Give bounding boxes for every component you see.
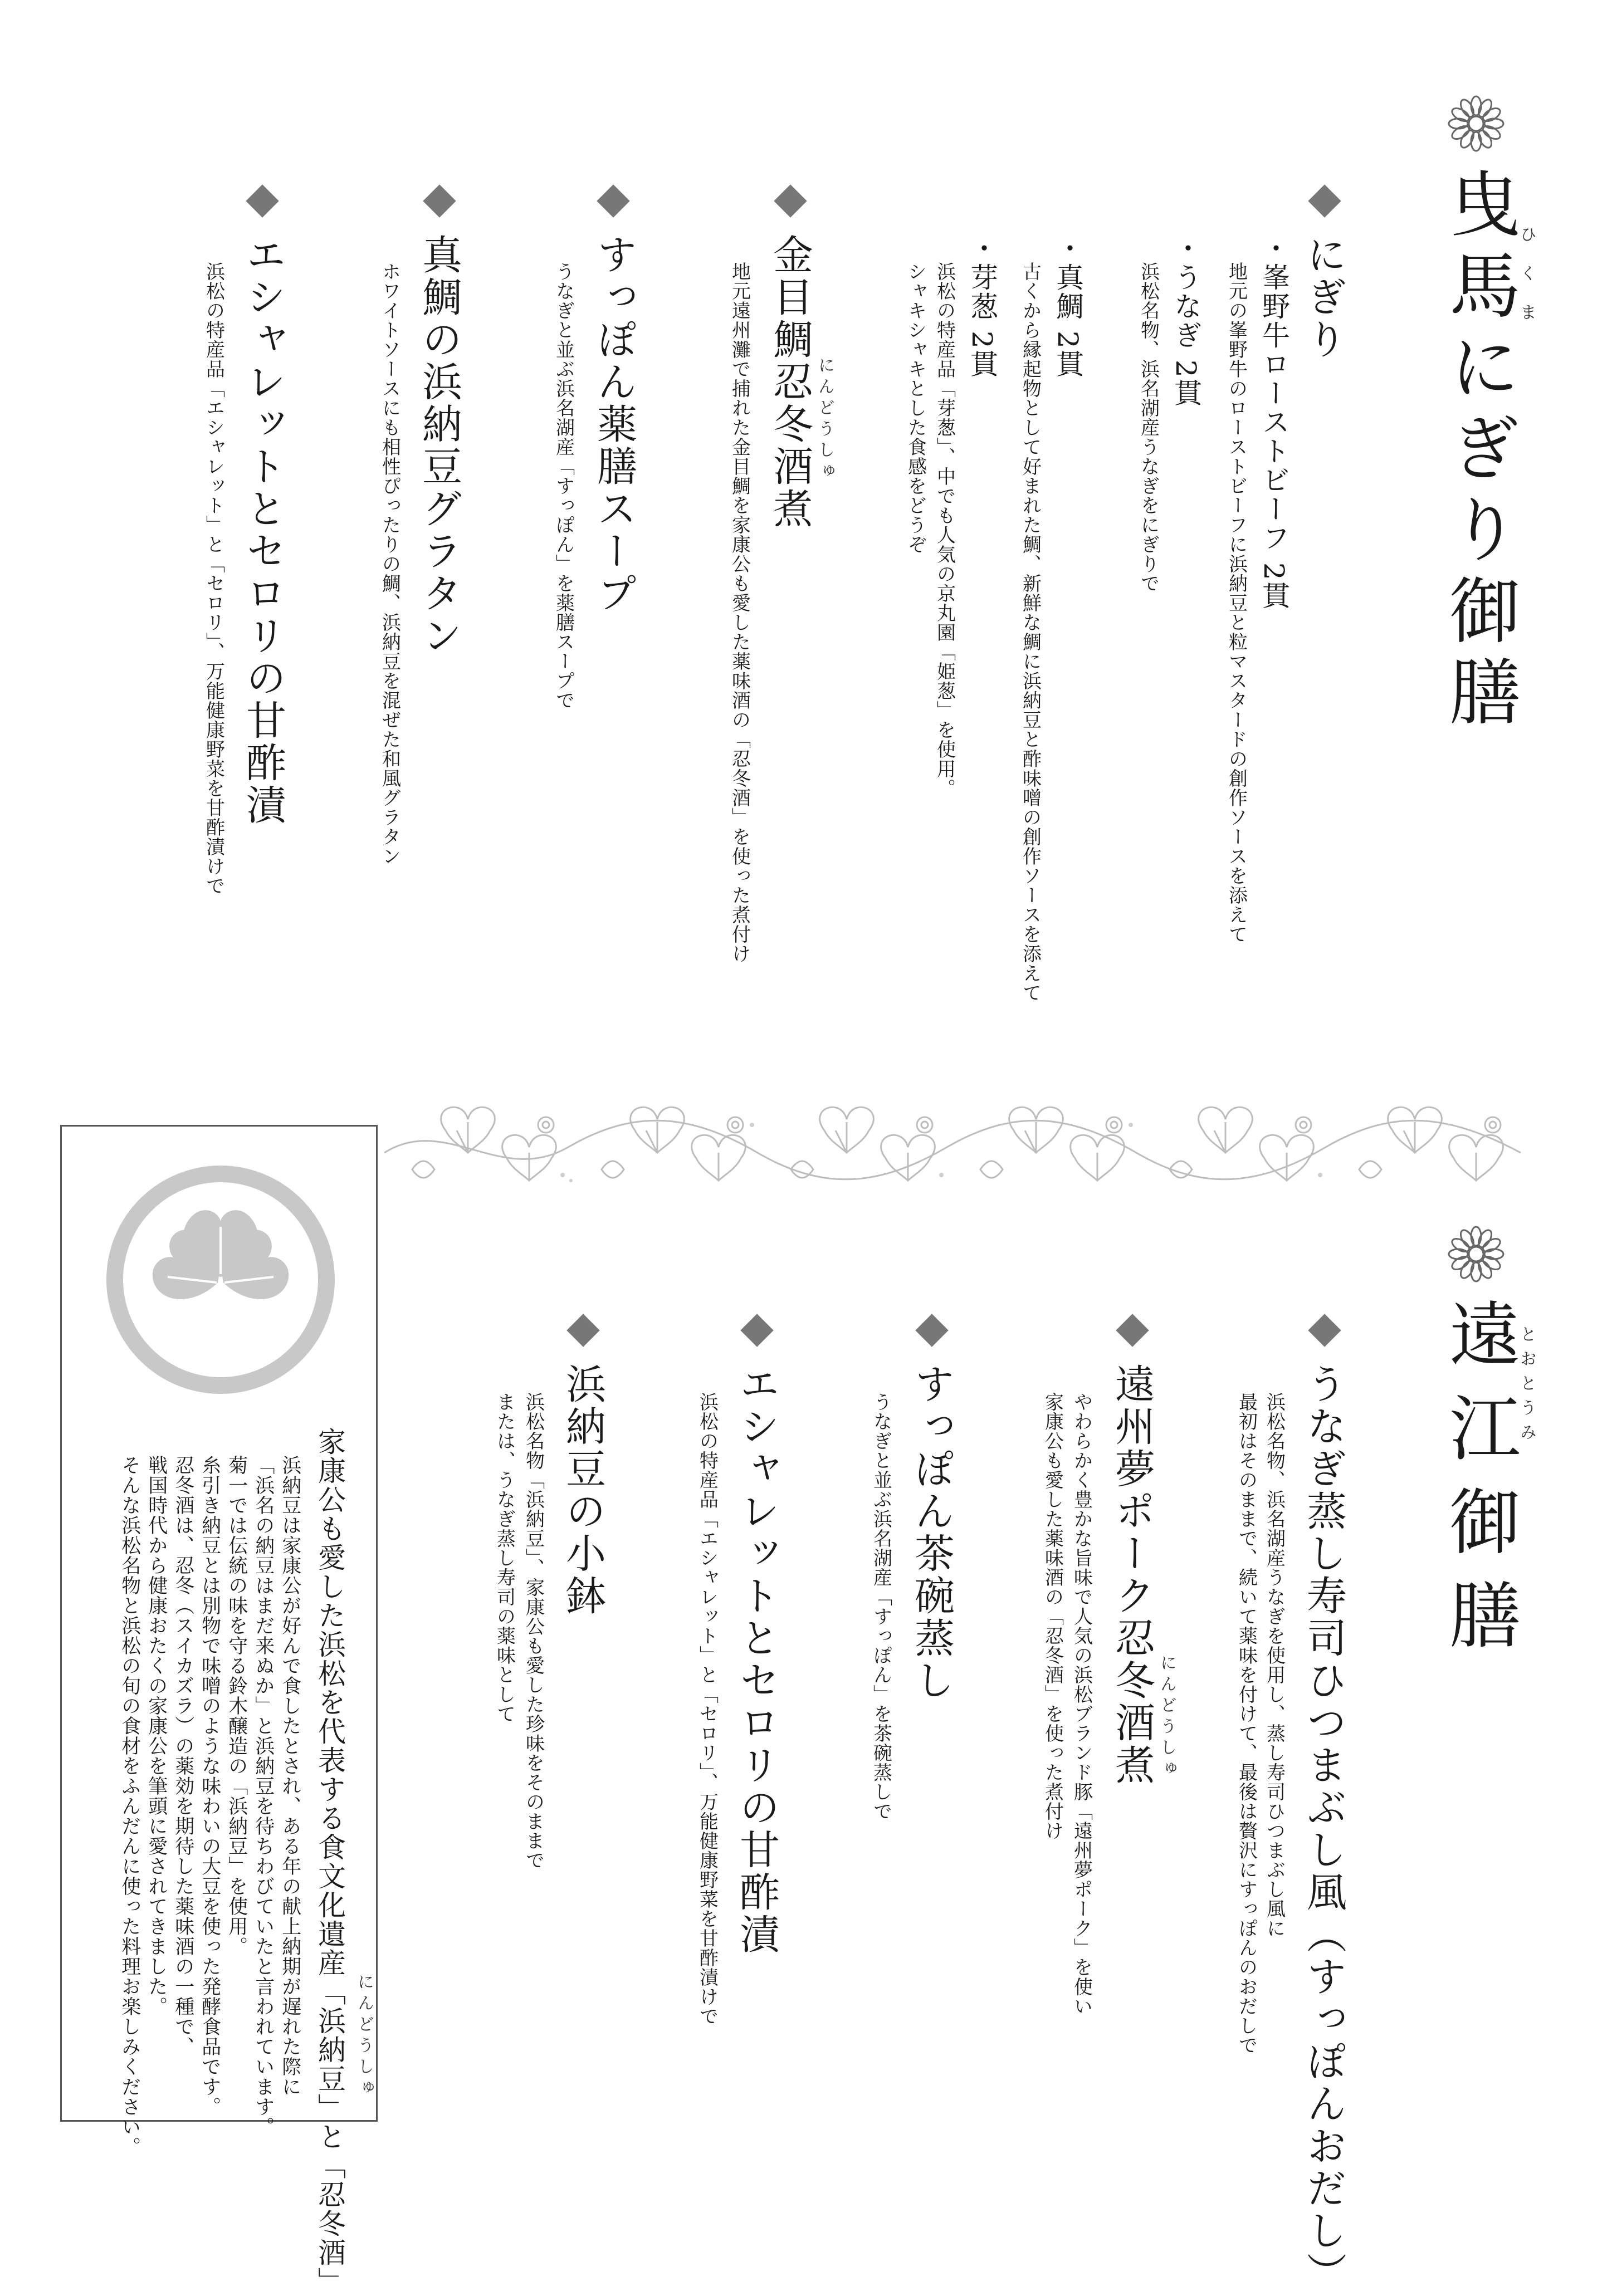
dish-heading: 金目鯛忍冬酒煮 [766, 234, 813, 530]
info-box-line: 糸引き納豆とは別物で味噌のような味わいの大豆を使った発酵食品です。 [198, 1455, 221, 2117]
dish-desc: うなぎと並ぶ浜名湖産「すっぽん」を薬膳スープで [552, 262, 575, 710]
diamond-bullet-icon [1308, 1314, 1341, 1347]
sub-item-label: ・芽葱 2貫 [966, 234, 998, 379]
dish-desc: 浜松名物「浜納豆」、家康公も愛した珍味をそのままで [522, 1392, 545, 1870]
dish-desc: 浜松名物、浜名湖産うなぎを使用し、蒸し寿司ひつまぶし風に [1263, 1392, 1286, 1938]
info-box-line: 「浜名の納豆はまだ来ぬか」と浜納豆を待ちわびていたと言われています。 [252, 1455, 275, 2137]
dish-heading: すっぽん茶碗蒸し [908, 1363, 955, 1702]
dish-heading: うなぎ蒸し寿司ひつまぶし風（すっぽんおだし） [1300, 1363, 1347, 2294]
diamond-bullet-icon [246, 184, 279, 217]
dish-desc: やわらかく豊かな旨味で人気の浜松ブランド豚「遠州夢ポーク」を使い [1070, 1392, 1093, 2016]
info-box-line: 忍冬酒は、忍冬（スイカズラ）の薬効を期待した薬味酒の一種で、 [172, 1455, 194, 2057]
diamond-bullet-icon [597, 184, 629, 217]
dish-heading: 遠州夢ポーク忍冬酒煮 [1108, 1363, 1155, 1786]
dish-desc: ホワイトソースにも相性ぴったりの鯛、浜納豆を混ぜた和風グラタン [378, 262, 401, 866]
diamond-bullet-icon [774, 184, 807, 217]
dish-desc: 浜松の特産品「エシャレット」と「セロリ」、万能健康野菜を甘酢漬けで [696, 1392, 719, 2026]
dish-desc: うなぎと並ぶ浜名湖産「すっぽん」を茶碗蒸しで [869, 1392, 892, 1821]
dish-desc: 浜松の特産品「エシャレット」と「セロリ」、万能健康野菜を甘酢漬けで [202, 262, 225, 895]
diamond-bullet-icon [423, 184, 456, 217]
sub-item-desc: 浜松名物、浜名湖産うなぎをにぎりで [1137, 262, 1160, 593]
sub-item-desc: 地元の峯野牛のローストビーフに浜納豆と粒マスタードの創作ソースを添えて [1225, 262, 1248, 944]
chrysanthemum-icon [1447, 95, 1505, 153]
dish-heading: 浜納豆の小鉢 [559, 1363, 606, 1617]
diamond-bullet-icon [740, 1314, 773, 1347]
info-box-line: 浜納豆は家康公が好んで食したとされ、ある年の献上納期が遅れた際に [279, 1455, 301, 2097]
menu-title-ruby: ひくま [1517, 226, 1536, 342]
info-box-line: そんな浜松名物と浜松の旬の食材をふんだんに使った料理お楽しみください。 [118, 1455, 141, 2157]
dish-heading: すっぽん薬膳スープ [590, 234, 637, 615]
diamond-bullet-icon [566, 1314, 599, 1347]
diamond-bullet-icon [915, 1314, 948, 1347]
info-box-line: 戦国時代から健康おたくの家康公を筆頭に愛されてきました。 [145, 1455, 168, 2016]
dish-heading-ruby: にんどうしゅ [815, 356, 834, 483]
sub-item-label: ・真鯛 2貫 [1052, 234, 1084, 379]
sub-item-desc: 古くから縁起物として好まれた鯛、新鮮な鯛に浜納豆と酢味噌の創作ソースを添えて [1019, 262, 1042, 1002]
dish-heading: エシャレットとセロリの甘酢漬 [733, 1363, 780, 1956]
dish-desc: または、うなぎ蒸し寿司の薬味として [493, 1392, 516, 1724]
diamond-bullet-icon [1116, 1314, 1149, 1347]
sub-item-label: ・うなぎ 2貫 [1170, 234, 1202, 408]
dish-heading: にぎり [1300, 234, 1347, 361]
aoi-crest-icon [106, 1166, 335, 1394]
dish-desc: 地元遠州灘で捕れた金目鯛を家康公も愛した薬味酒の「忍冬酒」を使った煮付け [728, 262, 751, 963]
dish-heading: 真鯛の浜納豆グラタン [416, 234, 462, 657]
sub-item-desc: 浜松の特産品「芽葱」、中でも人気の京丸園「姫葱」を使用。 [933, 262, 956, 798]
dish-heading: エシャレットとセロリの甘酢漬 [240, 234, 286, 826]
vine-leaf-ornament [379, 1091, 1526, 1203]
menu-title-ruby: とおとうみ [1517, 1325, 1536, 1448]
dish-desc: 最初はそのままで、続いて薬味を付けて、最後は贅沢にすっぽんのおだしで [1235, 1392, 1258, 2055]
chrysanthemum-icon [1447, 1225, 1505, 1283]
info-box-title: 家康公も愛した浜松を代表する食文化遺産「浜納豆」と「忍冬酒」 [314, 1427, 346, 2296]
info-box-line: 菊一では伝統の味を守る鈴木醸造の「浜納豆」を使用。 [225, 1455, 248, 1956]
diamond-bullet-icon [1308, 184, 1341, 217]
sub-item-label: ・峯野牛ローストビーフ 2貫 [1258, 234, 1290, 610]
dish-heading-ruby: にんどうしゅ [1157, 1654, 1176, 1781]
info-box [60, 1125, 378, 2296]
menu-title-tootomi: 遠江御膳 [1437, 1298, 1520, 1672]
menu-title-hikuma: 曳馬にぎり御膳 [1437, 167, 1520, 736]
info-box-title-ruby: にんどうしゅ [354, 1973, 374, 2100]
sub-item-desc: シャキシャキとした食感をどうぞ [904, 262, 927, 554]
dish-desc: 家康公も愛した薬味酒の「忍冬酒」を使った煮付け [1041, 1392, 1064, 1840]
